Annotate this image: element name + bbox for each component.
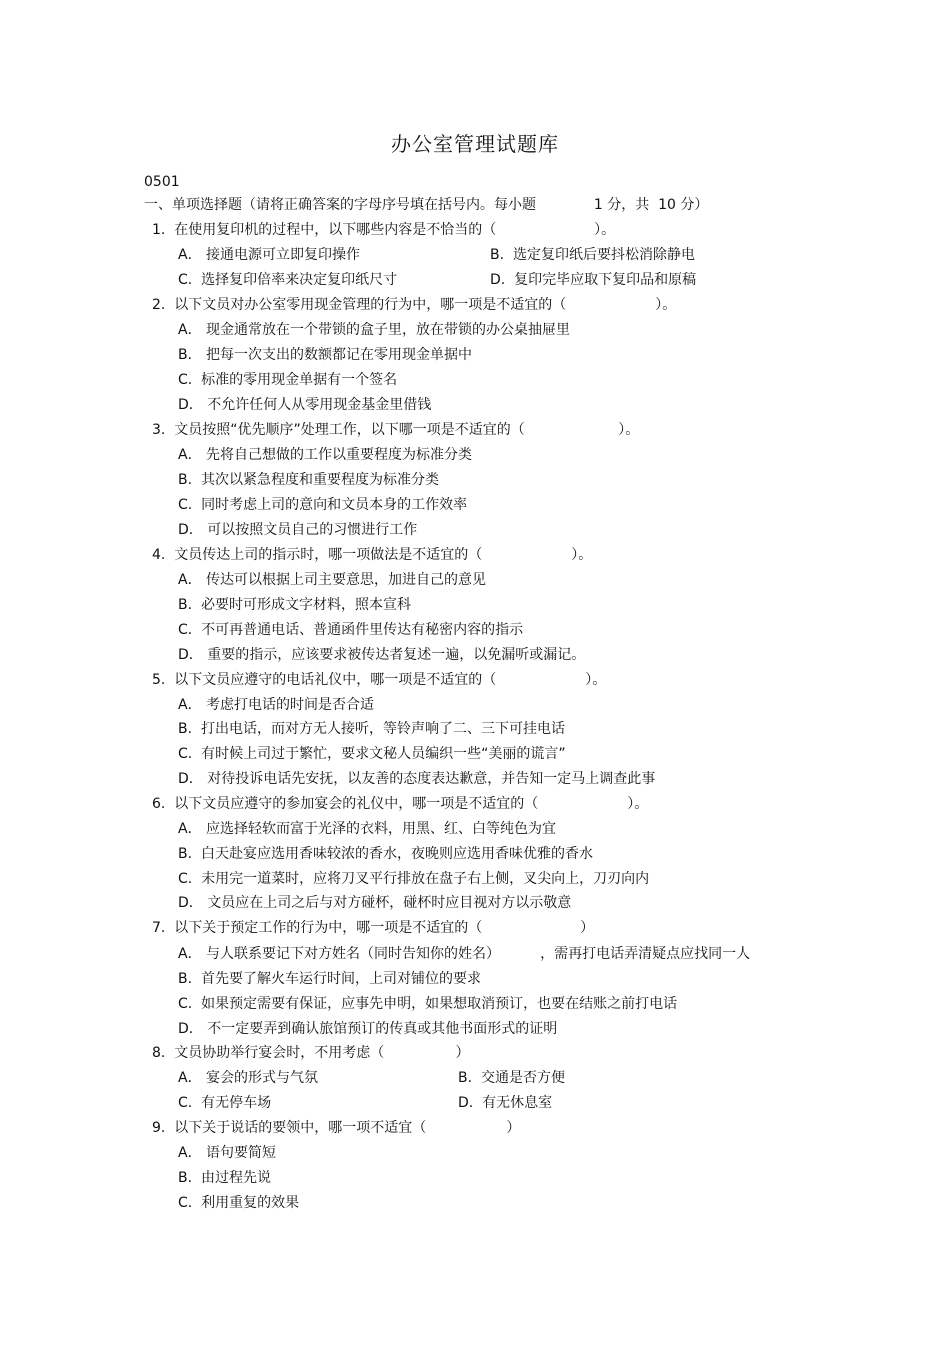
question-2-stem: 2. 以下文员对办公室零用现金管理的行为中，哪一项是不适宜的（ ）。	[152, 297, 677, 313]
question-3-option-b: B. 其次以紧急程度和重要程度为标准分类	[178, 472, 439, 488]
question-3-option-d: D． 可以按照文员自己的习惯进行工作	[178, 522, 418, 538]
question-8-option-a: A． 宴会的形式与气氛	[178, 1070, 319, 1086]
question-7-option-c: C. 如果预定需要有保证，应事先申明，如果想取消预订，也要在结账之前打电话	[178, 996, 678, 1012]
section-heading: 一、单项选择题（请将正确答案的字母序号填在括号内。每小题 1 分，共 10 分）	[144, 197, 709, 213]
question-2-option-a: A． 现金通常放在一个带锁的盒子里，放在带锁的办公桌抽屉里	[178, 322, 571, 338]
question-1-option-c: C. 选择复印倍率来决定复印纸尺寸	[178, 272, 398, 288]
question-1-stem: 1. 在使用复印机的过程中，以下哪些内容是不恰当的（ ）。	[152, 222, 616, 238]
document-title: 办公室管理试题库	[391, 132, 559, 156]
question-3-option-a: A． 先将自己想做的工作以重要程度为标准分类	[178, 447, 473, 463]
question-2-option-c: C. 标准的零用现金单据有一个签名	[178, 372, 398, 388]
question-4-stem: 4. 文员传达上司的指示时，哪一项做法是不适宜的（ ）。	[152, 547, 593, 563]
question-8-option-d: D. 有无休息室	[458, 1095, 553, 1111]
question-8-option-c: C. 有无停车场	[178, 1095, 272, 1111]
section-code: 0501	[144, 174, 180, 190]
question-2-option-b: B． 把每一次支出的数额都记在零用现金单据中	[178, 347, 473, 363]
question-6-option-c: C. 未用完一道菜时，应将刀叉平行排放在盘子右上侧，叉尖向上，刀刃向内	[178, 871, 650, 887]
question-5-option-a: A． 考虑打电话的时间是否合适	[178, 697, 375, 713]
question-9-option-a: A． 语句要简短	[178, 1145, 277, 1161]
question-6-stem: 6. 以下文员应遵守的参加宴会的礼仪中，哪一项是不适宜的（ ）。	[152, 796, 649, 812]
question-8-option-b: B. 交通是否方便	[458, 1070, 565, 1086]
question-7-option-b: B. 首先要了解火车运行时间，上司对铺位的要求	[178, 971, 481, 987]
question-6-option-a: A． 应选择轻软而富于光泽的衣料，用黑、红、白等纯色为宜	[178, 821, 557, 837]
question-9-option-b: B. 由过程先说	[178, 1170, 271, 1186]
question-5-stem: 5. 以下文员应遵守的电话礼仪中，哪一项是不适宜的（ ）。	[152, 672, 607, 688]
question-5-option-b: B. 打出电话，而对方无人接听，等铃声响了二、三下可挂电话	[178, 721, 565, 737]
question-8-stem: 8. 文员协助举行宴会时，不用考虑（ ）	[152, 1045, 470, 1061]
question-9-option-c: C. 利用重复的效果	[178, 1195, 300, 1211]
question-7-option-a: A． 与人联系要记下对方姓名（同时告知你的姓名） ，需再打电话弄清疑点应找同一人	[178, 946, 751, 962]
question-4-option-b: B. 必要时可形成文字材料，照本宣科	[178, 597, 411, 613]
question-7-option-d: D． 不一定要弄到确认旅馆预订的传真或其他书面形式的证明	[178, 1021, 558, 1037]
question-3-option-c: C. 同时考虑上司的意向和文员本身的工作效率	[178, 497, 468, 513]
question-1-option-d: D. 复印完毕应取下复印品和原稿	[490, 272, 697, 288]
question-1-option-a: A． 接通电源可立即复印操作	[178, 247, 361, 263]
question-9-stem: 9. 以下关于说话的要领中，哪一项不适宜（ ）	[152, 1120, 521, 1136]
question-7-stem: 7. 以下关于预定工作的行为中，哪一项是不适宜的（ ）	[152, 920, 595, 936]
question-2-option-d: D． 不允许任何人从零用现金基金里借钱	[178, 397, 432, 413]
question-4-option-c: C. 不可再普通电话、普通函件里传达有秘密内容的指示	[178, 622, 524, 638]
question-4-option-d: D． 重要的指示，应该要求被传达者复述一遍，以免漏听或漏记。	[178, 647, 586, 663]
question-5-option-c: C. 有时候上司过于繁忙，要求文秘人员编织一些“美丽的谎言”	[178, 746, 566, 762]
question-4-option-a: A． 传达可以根据上司主要意思，加进自己的意见	[178, 572, 487, 588]
question-3-stem: 3. 文员按照“优先顺序”处理工作，以下哪一项是不适宜的（ ）。	[152, 422, 640, 438]
question-6-option-b: B. 白天赴宴应选用香味较浓的香水，夜晚则应选用香味优雅的香水	[178, 846, 593, 862]
question-5-option-d: D． 对待投诉电话先安抚，以友善的态度表达歉意，并告知一定马上调查此事	[178, 771, 656, 787]
question-6-option-d: D． 文员应在上司之后与对方碰杯，碰杯时应目视对方以示敬意	[178, 895, 572, 911]
question-1-option-b: B. 选定复印纸后要抖松消除静电	[490, 247, 695, 263]
